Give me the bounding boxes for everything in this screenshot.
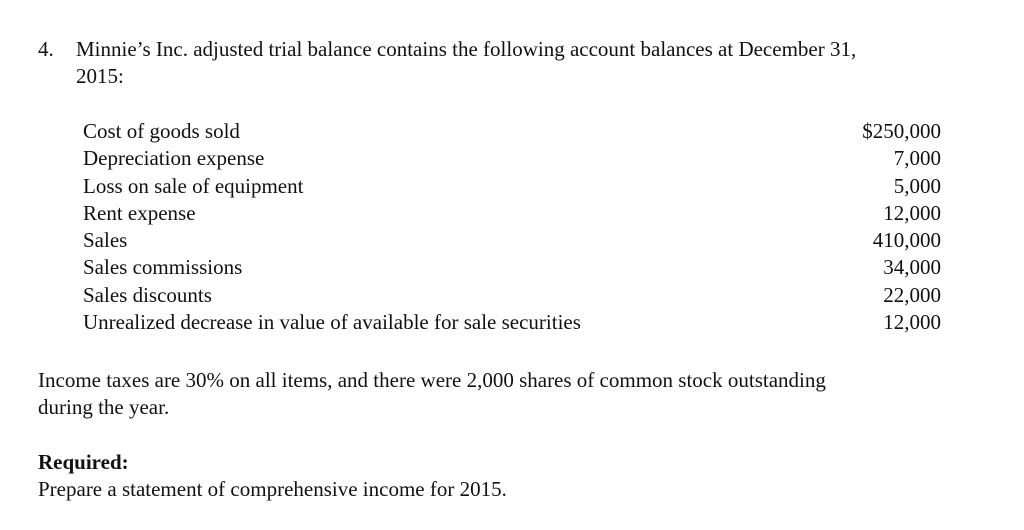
account-value: 34,000 [883,255,941,280]
account-value: 12,000 [883,310,941,335]
account-name: Sales [83,228,128,253]
income-tax-note-line-1: Income taxes are 30% on all items, and there were 2,000 shares of common stock outstanding [38,368,826,392]
account-name: Unrealized decrease in value of available for sale securities [83,310,581,335]
account-row [83,254,941,281]
account-value: 22,000 [883,282,941,307]
account-balances-list [83,118,941,336]
account-row [83,309,941,336]
question-line-1 [38,36,998,63]
income-tax-note [38,367,998,421]
account-name: Depreciation expense [83,146,265,171]
account-value: 7,000 [893,146,941,171]
account-value: $250,000 [862,119,941,143]
required-heading: Required: [38,450,129,474]
account-name: Rent expense [83,200,196,225]
account-row [83,227,941,254]
question-number: 4. [38,37,54,61]
account-value: 12,000 [883,200,941,225]
account-name: Loss on sale of equipment [83,173,304,198]
question-text-line-1: Minnie’s Inc. adjusted trial balance contains the following account balances at December 31, [76,37,857,61]
account-row [83,200,941,227]
question-text-line-2: 2015: [76,64,124,88]
required-section [38,449,998,503]
account-row [83,282,941,309]
required-instruction: Prepare a statement of comprehensive income for 2015. [38,477,507,501]
account-row [83,173,941,200]
account-name: Sales commissions [83,255,243,280]
account-name: Cost of goods sold [83,119,240,143]
income-tax-note-line-2: during the year. [38,395,170,419]
account-value: 5,000 [893,173,941,198]
account-name: Sales discounts [83,282,212,307]
account-row [83,118,941,145]
account-row [83,145,941,172]
account-value: 410,000 [872,228,941,253]
question-prompt [38,36,998,90]
